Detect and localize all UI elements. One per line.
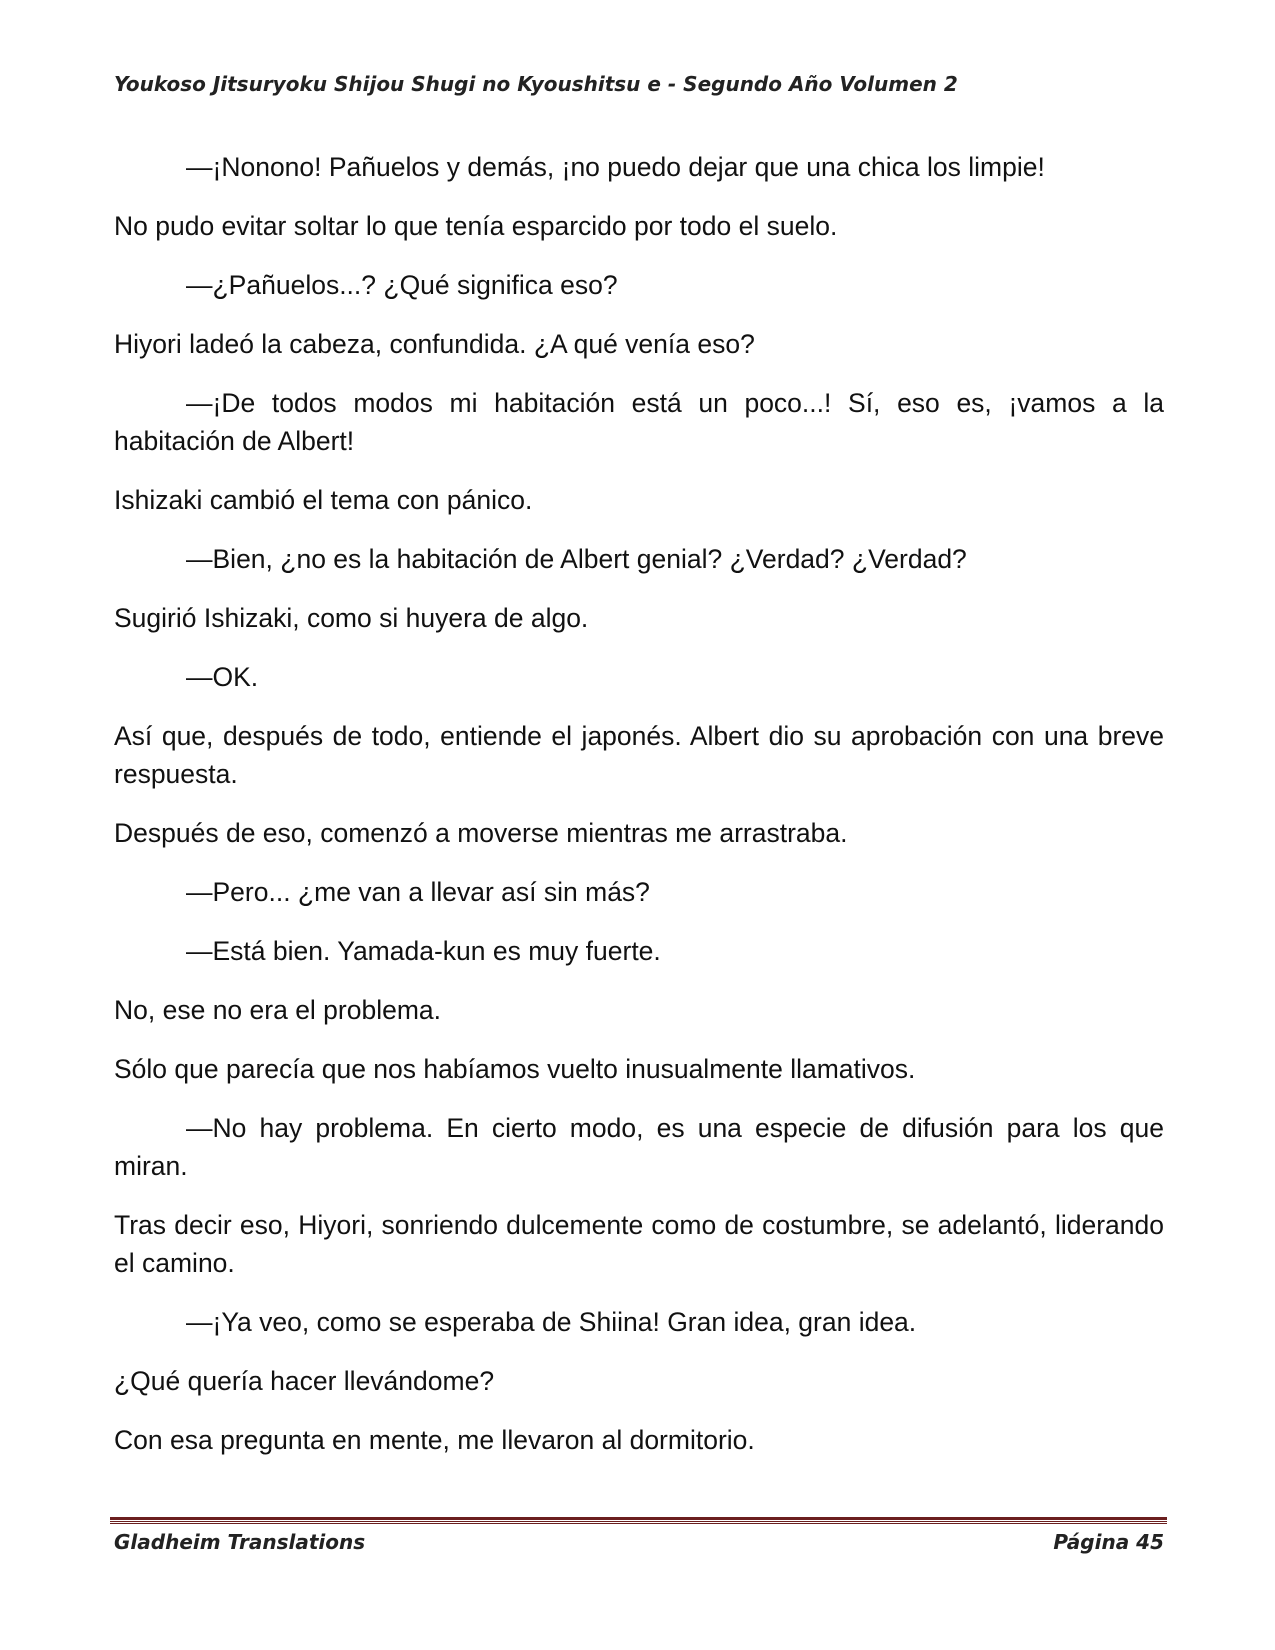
paragraph: —¡Nonono! Pañuelos y demás, ¡no puedo dejar que una chica los limpie! — [186, 152, 1045, 182]
paragraph: —Está bien. Yamada-kun es muy fuerte. — [186, 936, 661, 966]
paragraph: Así que, después de todo, entiende el japonés. Albert dio su aprobación con una breve respuesta. — [114, 721, 1164, 789]
paragraph: Sólo que parecía que nos habíamos vuelto inusualmente llamativos. — [114, 1054, 916, 1084]
paragraph: —OK. — [186, 662, 259, 692]
paragraph: No pudo evitar soltar lo que tenía esparcido por todo el suelo. — [114, 211, 838, 241]
paragraph: ¿Qué quería hacer llevándome? — [114, 1366, 495, 1396]
paragraph: —Pero... ¿me van a llevar así sin más? — [186, 877, 650, 907]
paragraph: —No hay problema. En cierto modo, es una especie de difusión para los que miran. — [114, 1113, 1164, 1181]
footer-credit: Gladheim Translations — [114, 1530, 366, 1554]
footer-divider — [110, 1517, 1167, 1524]
paragraph: Hiyori ladeó la cabeza, confundida. ¿A qué venía eso? — [114, 329, 755, 359]
paragraph: —Bien, ¿no es la habitación de Albert genial? ¿Verdad? ¿Verdad? — [186, 544, 967, 574]
paragraph: —¿Pañuelos...? ¿Qué significa eso? — [186, 270, 618, 300]
paragraph: —¡Ya veo, como se esperaba de Shiina! Gran idea, gran idea. — [186, 1307, 917, 1337]
paragraph: Tras decir eso, Hiyori, sonriendo dulcemente como de costumbre, se adelantó, liderando el camino. — [114, 1210, 1164, 1278]
page-header: Youkoso Jitsuryoku Shijou Shugi no Kyoushitsu e - Segundo Año Volumen 2 — [114, 72, 958, 96]
paragraph: Ishizaki cambió el tema con pánico. — [114, 485, 533, 515]
paragraph: —¡De todos modos mi habitación está un poco...! Sí, eso es, ¡vamos a la habitación de Albert! — [114, 388, 1164, 456]
paragraph: Sugirió Ishizaki, como si huyera de algo. — [114, 603, 589, 633]
paragraph: Después de eso, comenzó a moverse mientras me arrastraba. — [114, 818, 848, 848]
page-number: Página 45 — [1053, 1530, 1164, 1554]
page-body — [114, 148, 1164, 1480]
paragraph: No, ese no era el problema. — [114, 995, 442, 1025]
page-footer — [114, 1530, 1164, 1554]
paragraph: Con esa pregunta en mente, me llevaron al dormitorio. — [114, 1425, 755, 1455]
